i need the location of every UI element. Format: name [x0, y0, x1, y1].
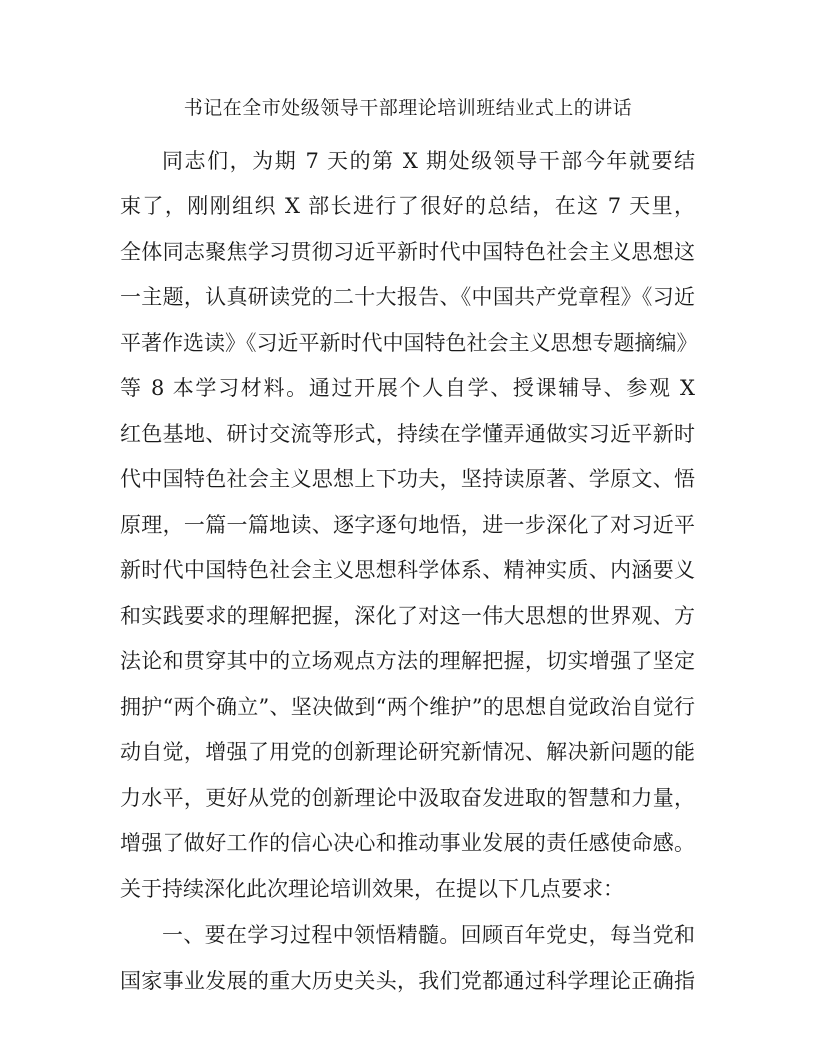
paragraph-1-line: 拥护“两个确立”、坚决做到“两个维护”的思想自觉政治自觉行	[120, 695, 695, 719]
paragraph-1-line: 增强了做好工作的信心决心和推动事业发展的责任感使命感。	[120, 831, 695, 855]
paragraph-1-line: 同志们，为期 7 天的第 X 期处级领导干部今年就要结	[162, 149, 695, 173]
paragraph-1-line: 动自觉，增强了用党的创新理论研究新情况、解决新问题的能	[120, 740, 695, 764]
paragraph-2-line: 一、要在学习过程中领悟精髓。回顾百年党史，每当党和	[162, 923, 695, 947]
paragraph-1-line: 和实践要求的理解把握，深化了对这一伟大思想的世界观、方	[120, 604, 695, 628]
paragraph-1-line: 全体同志聚焦学习贯彻习近平新时代中国特色社会主义思想这	[120, 240, 695, 264]
paragraph-1-line: 一主题，认真研读党的二十大报告、《中国共产党章程》《习近	[120, 285, 695, 309]
paragraph-1-line: 原理，一篇一篇地读、逐字逐句地悟，进一步深化了对习近平	[120, 513, 695, 537]
paragraph-1-line: 新时代中国特色社会主义思想科学体系、精神实质、内涵要义	[120, 558, 695, 582]
paragraph-1-line: 代中国特色社会主义思想上下功夫，坚持读原著、学原文、悟	[120, 467, 695, 491]
paragraph-1-line: 等 8 本学习材料。通过开展个人自学、授课辅导、参观 X	[120, 376, 695, 400]
paragraph-1-line: 力水平，更好从党的创新理论中汲取奋发进取的智慧和力量，	[120, 786, 695, 810]
paragraph-1-line: 束了，刚刚组织 X 部长进行了很好的总结，在这 7 天里，	[120, 194, 695, 218]
paragraph-1-line: 法论和贯穿其中的立场观点方法的理解把握，切实增强了坚定	[120, 649, 695, 673]
paragraph-1-line: 红色基地、研讨交流等形式，持续在学懂弄通做实习近平新时	[120, 422, 695, 446]
paragraph-1-line: 平著作选读》《习近平新时代中国特色社会主义思想专题摘编》	[120, 331, 698, 355]
paragraph-2-line: 国家事业发展的重大历史关头，我们党都通过科学理论正确指	[120, 969, 695, 993]
paragraph-1-line: 关于持续深化此次理论培训效果，在提以下几点要求：	[120, 877, 624, 901]
document-title: 书记在全市处级领导干部理论培训班结业式上的讲话	[183, 97, 633, 119]
